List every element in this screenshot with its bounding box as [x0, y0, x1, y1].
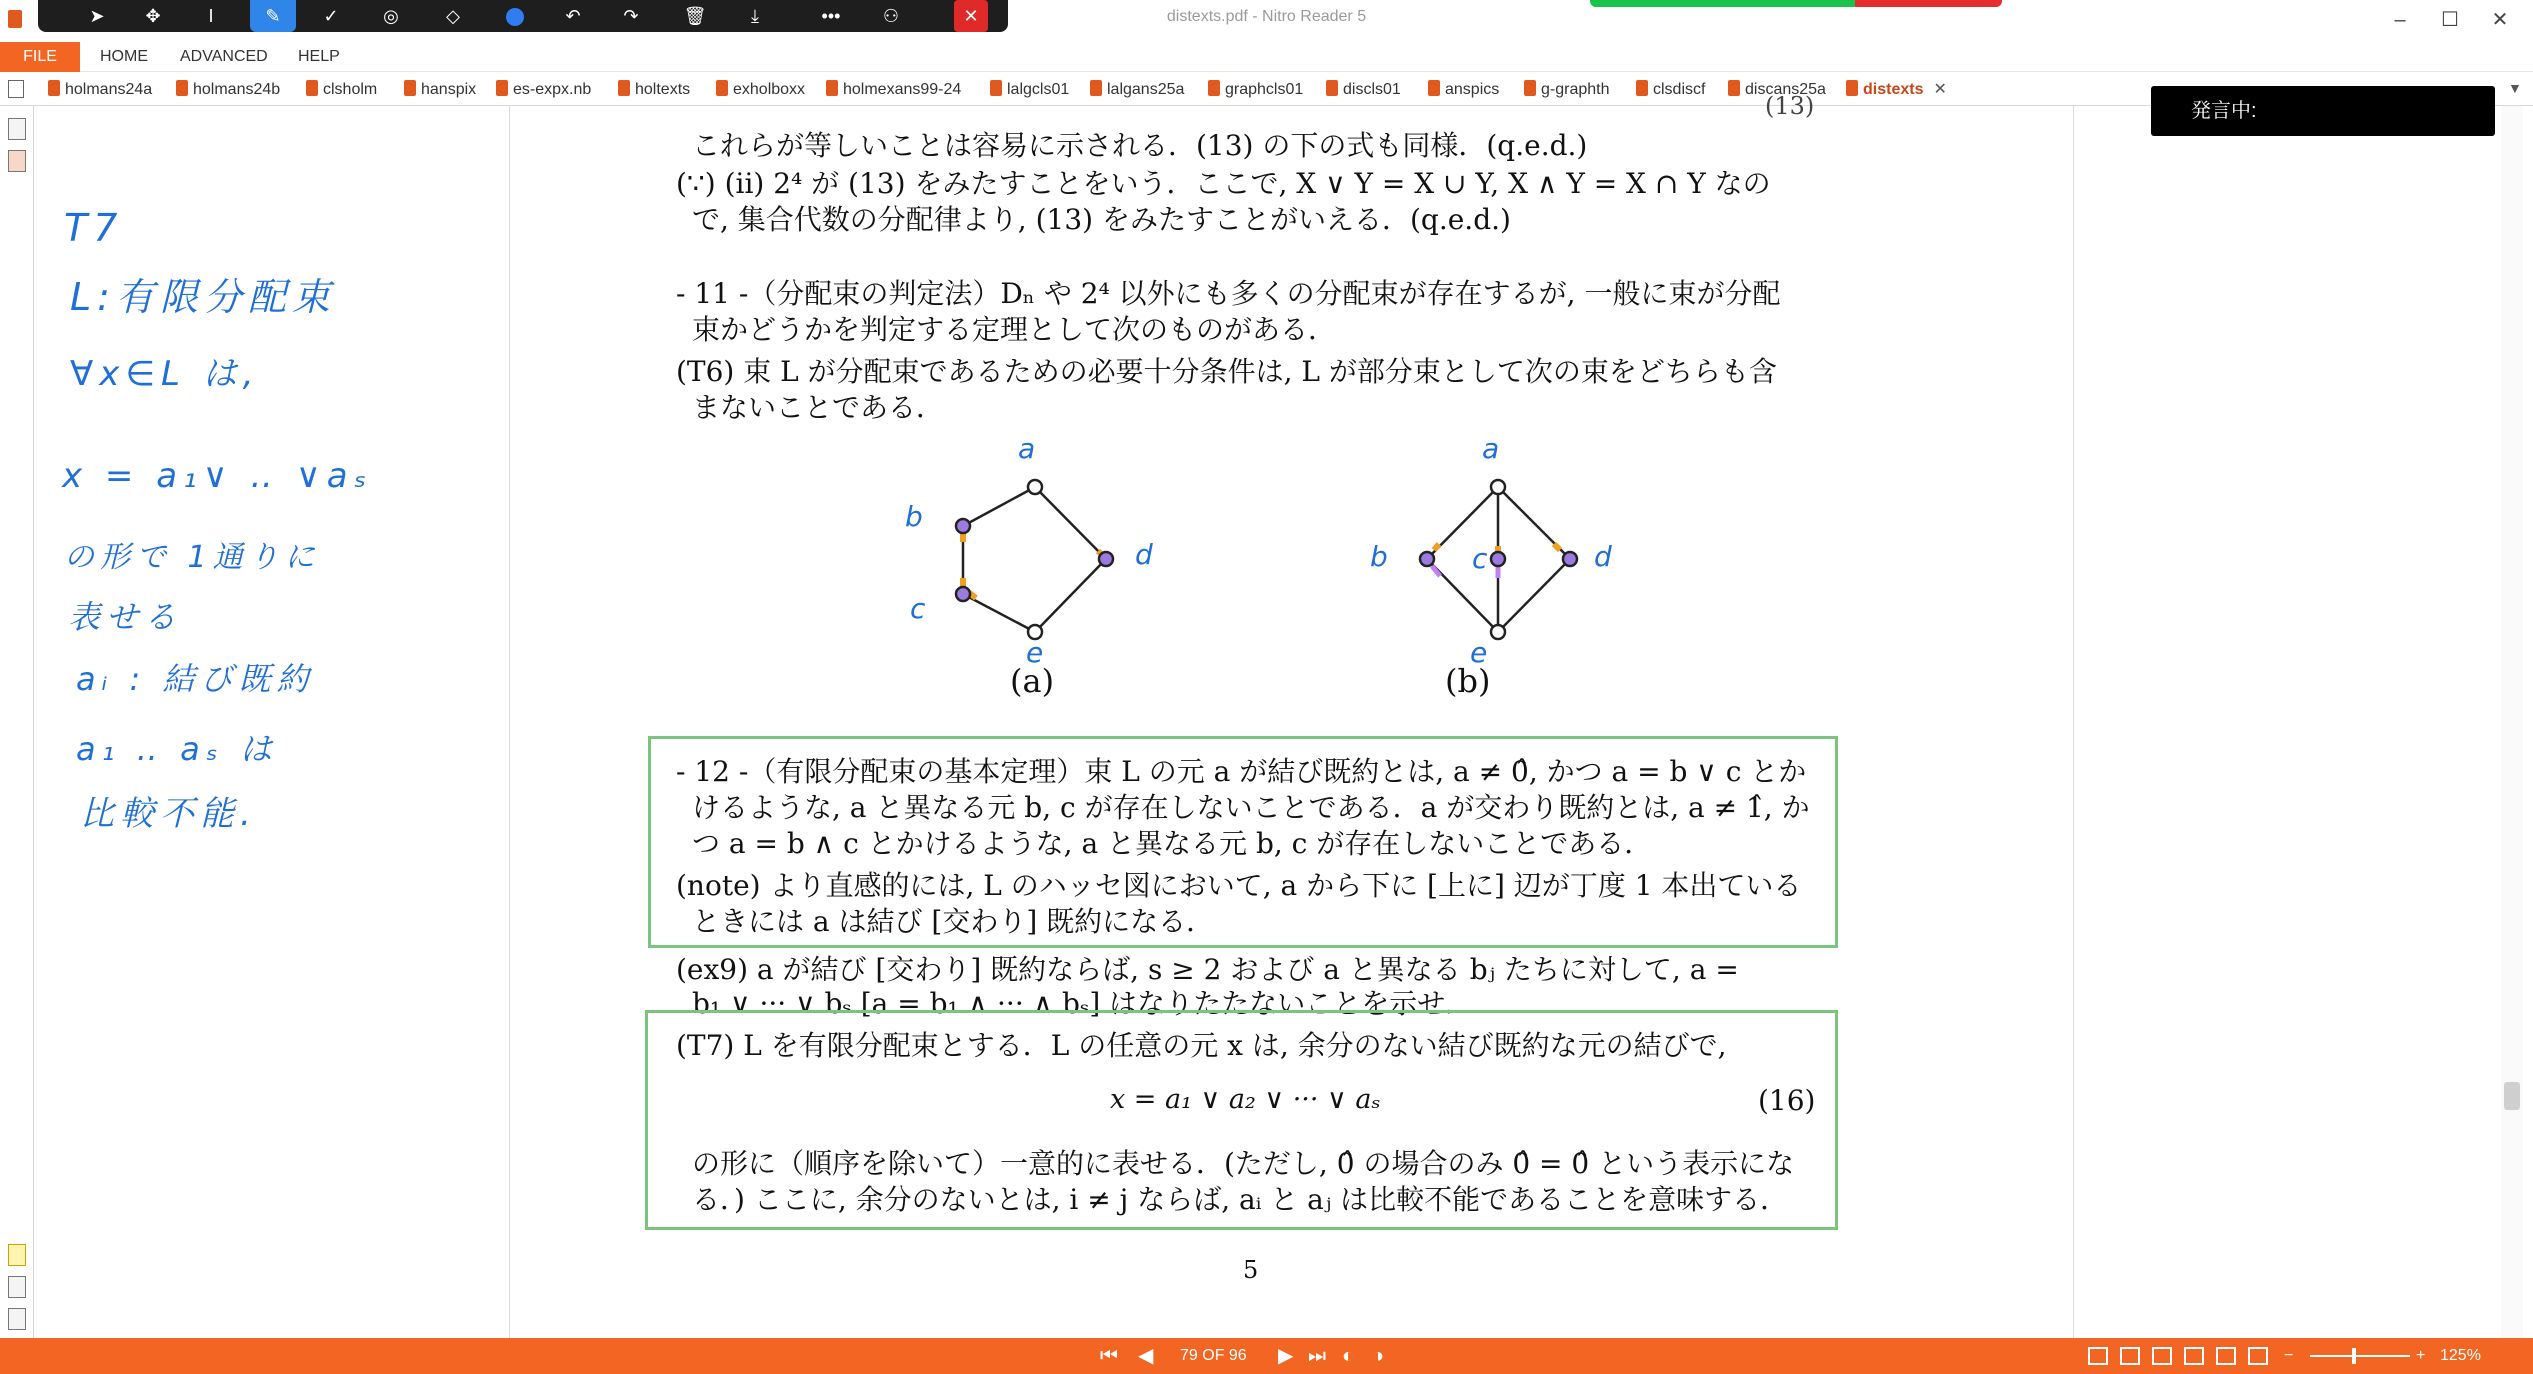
attachments-panel-icon[interactable]: [8, 1276, 26, 1298]
tab-holtexts[interactable]: holtexts: [618, 76, 690, 104]
speaking-indicator: 発言中:: [2151, 86, 2495, 136]
figure-caption-b: (b): [1445, 662, 1491, 700]
facing-view-icon[interactable]: [2152, 1347, 2172, 1365]
handwriting-incomparable: 比較不能.: [80, 794, 257, 834]
hasse-diagram-b: [1420, 480, 1577, 639]
tab-holmans24b[interactable]: holmans24b: [176, 76, 280, 104]
continuous-view-icon[interactable]: [2120, 1347, 2140, 1365]
node-b-center: [1491, 552, 1505, 566]
node-a-top: [1028, 480, 1042, 494]
note-line-1: (note) より直感的には, L のハッセ図において, a から下に [上に] 辺が丁度 1 本出ている: [676, 869, 1802, 902]
tab-hanspix[interactable]: hanspix: [404, 76, 476, 104]
handwriting-t7: T7: [64, 206, 124, 250]
tab-exholboxx[interactable]: exholboxx: [716, 76, 805, 104]
hasse-diagrams: [510, 106, 2075, 706]
vertical-scrollbar[interactable]: [2501, 106, 2523, 1338]
tab-list-icon[interactable]: [8, 80, 24, 98]
section-11-line-2: 束かどうかを判定する定理として次のものがある．: [692, 313, 1337, 346]
page-number: 5: [1243, 1256, 1259, 1284]
node-b-left: [1420, 552, 1434, 566]
status-bar: [0, 1338, 2533, 1374]
label-b-left: b: [1370, 540, 1388, 573]
label-a-left-top: b: [905, 500, 923, 533]
tab-clsdiscf[interactable]: clsdiscf: [1636, 76, 1705, 104]
label-a-bottom: e: [1026, 636, 1044, 669]
label-a-left-bottom: c: [910, 592, 926, 625]
theorem-t6-line-1: (T6) 束 L が分配束であるための必要十分条件は, L が部分束として次の束をどちらも含: [676, 355, 1777, 388]
section-11-line-1: - 11 -（分配束の判定法）Dₙ や 2⁴ 以外にも多くの分配束が存在するが, 一般に束が分配: [676, 277, 1781, 310]
scrollbar-thumb[interactable]: [2504, 1082, 2520, 1110]
doc-line-3: で, 集合代数の分配律より, (13) をみたすことがいえる．(q.e.d.): [692, 203, 1511, 236]
theorem-t7-line-1: (T7) L を有限分配束とする．L の任意の元 x は, 余分のない結び既約な元の結びで,: [676, 1029, 1727, 1062]
eraser-icon[interactable]: ◇: [446, 6, 460, 26]
section-12-line-2: けるような, a と異なる元 b, c が存在しないことである．a が交わり既約とは, a ≠ 1̂, か: [692, 791, 1810, 824]
node-a-left-bottom: [956, 587, 970, 601]
hasse-diagram-a: [956, 480, 1113, 639]
zoom-slider-thumb[interactable]: [2352, 1348, 2356, 1364]
pen-icon[interactable]: ✎: [250, 0, 296, 32]
zoom-in-icon[interactable]: +: [2416, 1347, 2426, 1364]
node-a-left-top: [956, 519, 970, 533]
tab-discans25a[interactable]: discans25a: [1728, 76, 1826, 104]
tab-discls01[interactable]: discls01: [1326, 76, 1401, 104]
doc-line-1: これらが等しいことは容易に示される．(13) の下の式も同様．(q.e.d.): [692, 129, 1588, 162]
tab-overflow-icon[interactable]: ▼: [2508, 80, 2522, 96]
output-panel-icon[interactable]: [8, 1308, 26, 1330]
zoom-level[interactable]: 125%: [2440, 1347, 2481, 1364]
user-share-icon[interactable]: ⚇: [882, 6, 900, 26]
label-a-top: a: [1018, 432, 1036, 465]
section-12-line-3: つ a = b ∧ c とかけるような, a と異なる元 b, c が存在しないことである．: [692, 827, 1653, 860]
cut-equation-number: (13): [1765, 92, 1815, 120]
window-title: distexts.pdf - Nitro Reader 5: [1166, 8, 1367, 25]
fit-page-icon[interactable]: [2248, 1347, 2268, 1365]
comments-panel-icon[interactable]: [8, 1244, 26, 1266]
menu-file[interactable]: FILE: [0, 42, 80, 72]
recording-level-green: [1590, 0, 1855, 7]
exercise-9-line-1: (ex9) a が結び [交わり] 既約ならば, s ≥ 2 および a と異なる bⱼ たちに対して, a =: [676, 953, 1739, 986]
tab-es-expx[interactable]: es-expx.nb: [496, 76, 591, 104]
theorem-t7-line-2: の形に（順序を除いて）一意的に表せる．(ただし, 0̂ の場合のみ 0̂ = 0̂ という表示にな: [692, 1147, 1795, 1180]
left-sidebar: [0, 106, 34, 1338]
note-line-2: ときには a は結び [交わり] 既約になる．: [692, 905, 1215, 938]
handwriting-x-join: x = a₁∨ ‥ ∨aₛ: [62, 456, 373, 496]
node-a-right: [1099, 552, 1113, 566]
previous-view-icon[interactable]: ◐: [1342, 1345, 1355, 1367]
tab-holmexans99-24[interactable]: holmexans99-24: [826, 76, 961, 104]
app-logo-icon: [8, 10, 22, 28]
close-window-icon[interactable]: ✕: [2491, 9, 2509, 31]
facing-continuous-view-icon[interactable]: [2184, 1347, 2204, 1365]
bookmarks-panel-icon[interactable]: [8, 150, 26, 172]
theorem-t7-line-3: る．) ここに, 余分のないとは, i ≠ j ならば, aᵢ と aⱼ は比較不能であることを意味する．: [692, 1183, 1789, 1216]
first-page-icon[interactable]: ⏮: [1100, 1345, 1118, 1367]
handwriting-a1-as: a₁ ‥ aₛ は: [76, 730, 278, 768]
doc-line-2: (∵) (ii) 2⁴ が (13) をみたすことをいう．ここで, X ∨ Y = X ∪ Y, X ∧ Y = X ∩ Y なの: [676, 167, 1771, 200]
maximize-icon[interactable]: ☐: [2441, 9, 2459, 31]
node-b-right: [1563, 552, 1577, 566]
document-canvas: [34, 92, 2523, 1338]
theorem-t6-line-2: まないことである．: [692, 391, 945, 424]
menu-advanced[interactable]: ADVANCED: [180, 48, 268, 65]
label-b-top: a: [1482, 432, 1500, 465]
delete-icon[interactable]: 🗑: [683, 6, 707, 26]
next-page-icon[interactable]: ▶: [1278, 1345, 1294, 1367]
label-b-bottom: e: [1470, 636, 1488, 669]
page-indicator[interactable]: 79 OF 96: [1180, 1347, 1247, 1364]
handwriting-finite-distributive: L:有限分配束: [70, 275, 336, 319]
zoom-out-icon[interactable]: −: [2284, 1347, 2294, 1364]
minimize-icon[interactable]: –: [2394, 9, 2406, 31]
label-a-right: d: [1135, 538, 1153, 571]
text-cursor-icon[interactable]: I: [208, 6, 214, 26]
menu-home[interactable]: HOME: [100, 48, 148, 65]
tab-distexts[interactable]: distexts ✕: [1846, 76, 1947, 104]
zoom-slider-track[interactable]: [2310, 1355, 2410, 1357]
single-page-view-icon[interactable]: [2088, 1347, 2108, 1365]
menu-bar: [0, 42, 2533, 72]
pages-panel-icon[interactable]: [8, 118, 26, 140]
menu-help[interactable]: HELP: [298, 48, 340, 65]
handwriting-join-irreducible: aᵢ : 結び既約: [76, 660, 315, 698]
figure-caption-a: (a): [1010, 662, 1055, 700]
equation-16: x = a₁ ∨ a₂ ∨ ··· ∨ aₛ: [1110, 1084, 1381, 1115]
node-b-bottom: [1491, 625, 1505, 639]
annotation-toolbar: [38, 0, 1008, 32]
section-12-line-1: - 12 -（有限分配束の基本定理）束 L の元 a が結び既約とは, a ≠ 0̂, かつ a = b ∨ c とか: [676, 755, 1807, 788]
label-b-right: d: [1594, 540, 1612, 573]
tab-clsholm[interactable]: clsholm: [306, 76, 377, 104]
select-arrow-icon[interactable]: ➤: [89, 6, 105, 26]
recording-level-red: [1855, 0, 2002, 7]
tab-lalgans25a[interactable]: lalgans25a: [1090, 76, 1184, 104]
previous-page-icon[interactable]: ◀: [1138, 1345, 1154, 1367]
check-icon[interactable]: ✓: [323, 6, 339, 26]
more-icon[interactable]: •••: [821, 6, 841, 26]
last-page-icon[interactable]: ⏭: [1308, 1345, 1326, 1367]
download-icon[interactable]: ⤓: [751, 6, 759, 26]
exercise-9-line-2: b₁ ∨ ··· ∨ bₛ [a = b₁ ∧ ··· ∧ bₛ] はなりたたないことを示せ．: [692, 987, 1473, 1020]
node-b-top: [1491, 480, 1505, 494]
equation-16-number: (16): [1758, 1084, 1816, 1117]
fit-width-icon[interactable]: [2216, 1347, 2236, 1365]
pdf-page: [509, 92, 2074, 1338]
close-toolbar-icon[interactable]: ✕: [954, 0, 988, 32]
tab-lalgcls01[interactable]: lalgcls01: [990, 76, 1069, 104]
handwriting-forall-x: ∀x∈L は,: [70, 354, 260, 394]
undo-icon[interactable]: ↶: [565, 6, 581, 26]
move-icon[interactable]: ✥: [145, 6, 161, 26]
handwriting-expressible: 表せる: [68, 598, 183, 636]
tab-holmans24a[interactable]: holmans24a: [48, 76, 152, 104]
tab-g-graphth[interactable]: g-graphth: [1524, 76, 1610, 104]
stamp-icon[interactable]: ◎: [383, 6, 399, 26]
label-b-center: c: [1472, 542, 1488, 575]
tab-anspics[interactable]: anspics: [1428, 76, 1499, 104]
handwriting-form-unique: の形で 1通りに: [64, 540, 321, 575]
redo-icon[interactable]: ↷: [623, 6, 639, 26]
tab-graphcls01[interactable]: graphcls01: [1208, 76, 1303, 104]
close-tab-icon[interactable]: ✕: [1933, 81, 1947, 98]
next-view-icon[interactable]: ◑: [1372, 1345, 1385, 1367]
color-picker-icon[interactable]: [492, 0, 538, 32]
